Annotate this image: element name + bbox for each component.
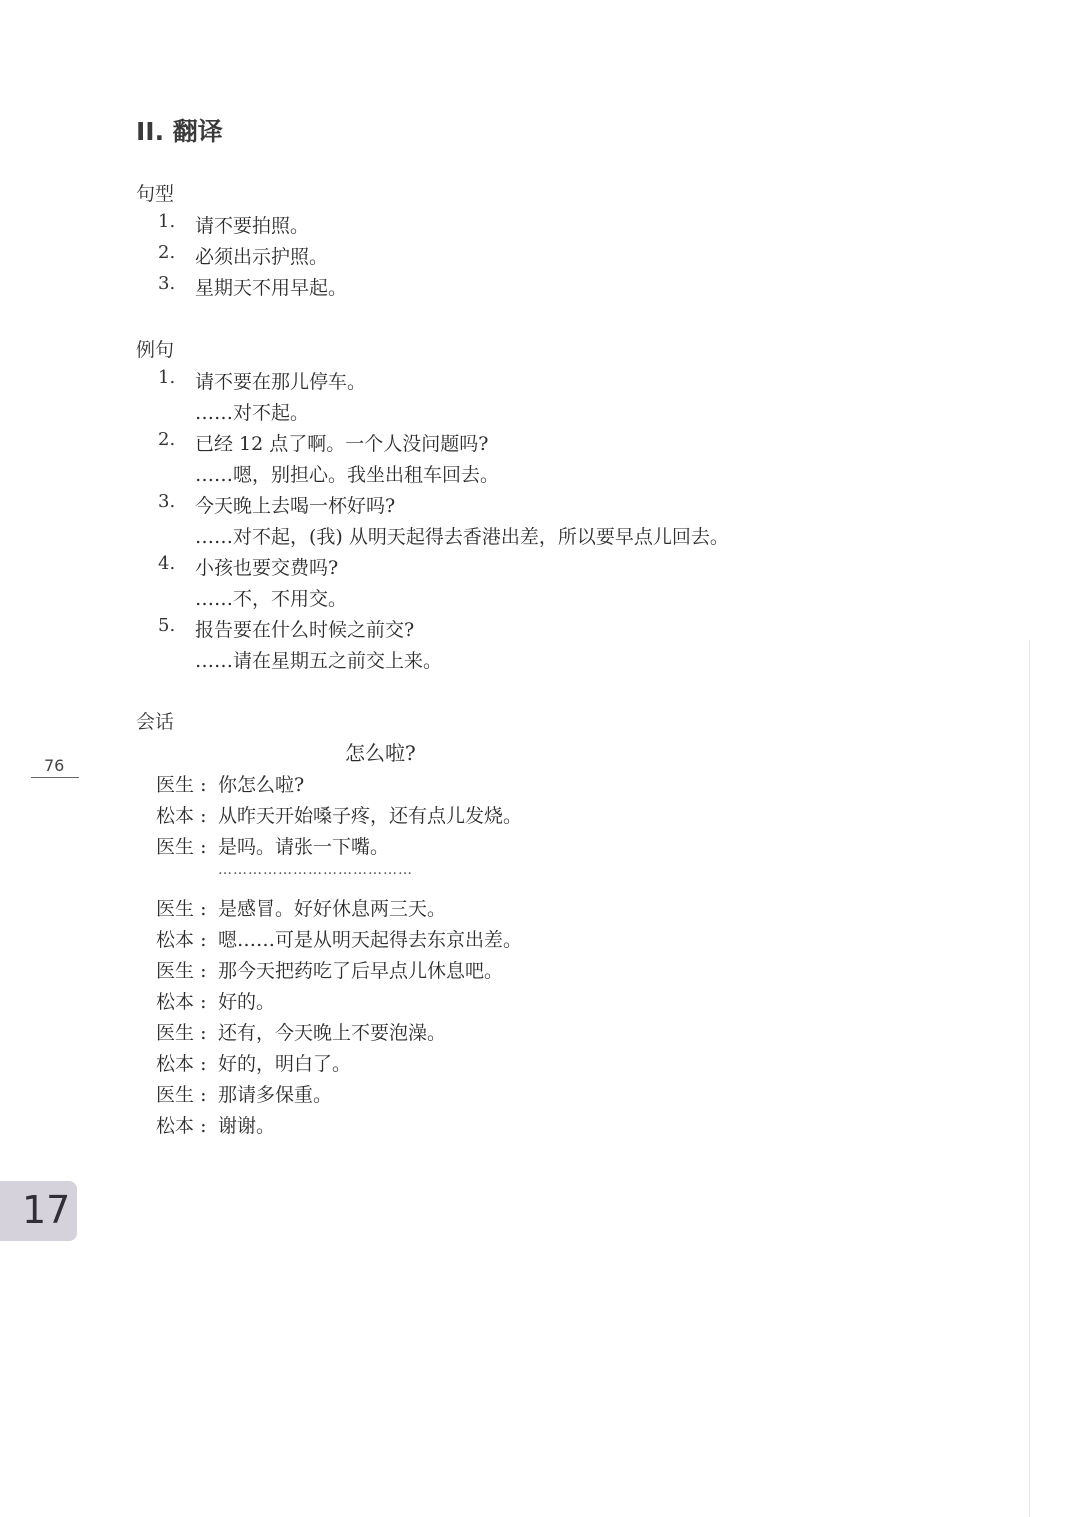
- example-number: 2.: [158, 429, 176, 450]
- example-answer: ……嗯，别担心。我坐出租车回去。: [195, 464, 500, 486]
- example-number: 5.: [158, 615, 176, 636]
- speaker-name: 医生 :: [156, 898, 207, 920]
- example-question: 已经 12 点了啊。一个人没问题吗?: [195, 433, 489, 455]
- dialogue-line: 那请多保重。: [218, 1084, 333, 1106]
- example-question: 今天晚上去喝一杯好吗?: [195, 495, 396, 517]
- dialogue-line: 你怎么啦?: [218, 774, 305, 796]
- speaker-name: 医生 :: [156, 1022, 207, 1044]
- dialogue-line: 是感冒。好好休息两三天。: [218, 898, 447, 920]
- speaker-name: 松本 :: [156, 805, 207, 827]
- page-edge-divider: [1029, 640, 1030, 1517]
- example-question: 报告要在什么时候之前交?: [195, 619, 415, 641]
- example-number: 1.: [158, 367, 176, 388]
- dialogue-line: 嗯……可是从明天起得去东京出差。: [218, 929, 523, 951]
- dialogue-line: 还有，今天晚上不要泡澡。: [218, 1022, 447, 1044]
- example-answer: ……对不起，(我) 从明天起得去香港出差，所以要早点儿回去。: [195, 526, 729, 548]
- example-question: 小孩也要交费吗?: [195, 557, 339, 579]
- pattern-number: 2.: [158, 242, 176, 263]
- dialogue-pause: …………………………………: [218, 862, 413, 878]
- pattern-text: 请不要拍照。: [195, 215, 310, 237]
- speaker-name: 松本 :: [156, 1053, 207, 1075]
- dialogue-line: 那今天把药吃了后早点儿休息吧。: [218, 960, 504, 982]
- speaker-name: 医生 :: [156, 1084, 207, 1106]
- example-answer: ……对不起。: [195, 402, 310, 424]
- dialogue-line: 好的。: [218, 991, 276, 1013]
- pattern-number: 3.: [158, 273, 176, 294]
- pattern-text: 星期天不用早起。: [195, 277, 348, 299]
- section-label-examples: 例句: [136, 339, 175, 361]
- dialogue-line: 从昨天开始嗓子疼，还有点儿发烧。: [218, 805, 523, 827]
- speaker-name: 医生 :: [156, 836, 207, 858]
- conversation-title: 怎么啦?: [345, 741, 416, 765]
- speaker-name: 松本 :: [156, 991, 207, 1013]
- dialogue-line: 好的，明白了。: [218, 1053, 352, 1075]
- section-label-patterns: 句型: [136, 183, 175, 205]
- example-number: 4.: [158, 553, 176, 574]
- section-label-conversation: 会话: [136, 711, 175, 733]
- example-number: 3.: [158, 491, 176, 512]
- example-answer: ……请在星期五之前交上来。: [195, 650, 443, 672]
- pattern-text: 必须出示护照。: [195, 246, 329, 268]
- page-number: 76: [44, 756, 65, 775]
- speaker-name: 松本 :: [156, 1115, 207, 1137]
- chapter-number: 17: [22, 1188, 71, 1232]
- example-answer: ……不，不用交。: [195, 588, 348, 610]
- speaker-name: 医生 :: [156, 960, 207, 982]
- page-heading: II. 翻译: [136, 117, 223, 146]
- speaker-name: 医生 :: [156, 774, 207, 796]
- example-question: 请不要在那儿停车。: [195, 371, 367, 393]
- page-number-rule: [31, 777, 79, 778]
- dialogue-line: 是吗。请张一下嘴。: [218, 836, 390, 858]
- speaker-name: 松本 :: [156, 929, 207, 951]
- dialogue-line: 谢谢。: [218, 1115, 276, 1137]
- pattern-number: 1.: [158, 211, 176, 232]
